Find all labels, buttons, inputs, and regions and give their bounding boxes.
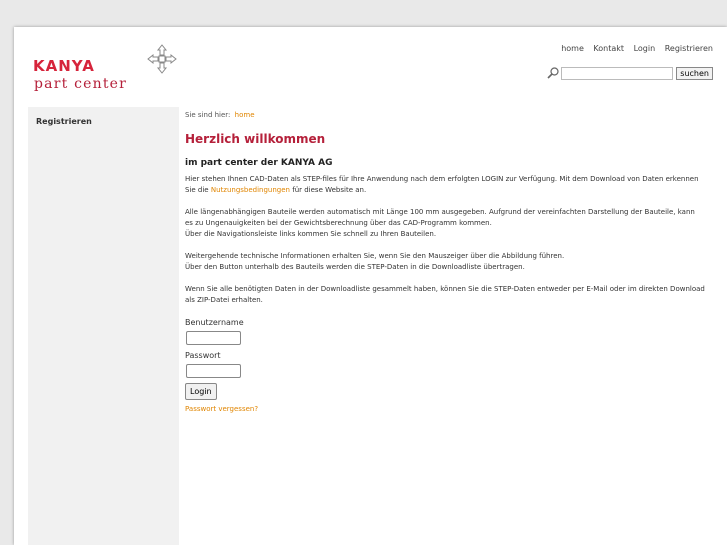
sidebar <box>28 107 179 545</box>
svg-text:KANYA: KANYA <box>33 57 95 73</box>
length-paragraph <box>185 207 705 240</box>
login-form <box>185 317 705 415</box>
breadcrumb-prefix: Sie sind hier: <box>185 111 231 119</box>
breadcrumb-home-link[interactable]: home <box>234 111 255 119</box>
sidebar-item-registrieren[interactable]: Registrieren <box>36 117 92 126</box>
forgot-password-link[interactable]: Passwort vergessen? <box>185 405 259 413</box>
length-text: Alle längenabhängigen Bauteile werden automatisch mit Länge 100 mm ausgegeben. Aufgrund der vereinfachten Darstellung der Bauteile, kann es zu Ungenauigkeiten bei der Gewichtsberechnung über das CAD-Programm kommen. <box>185 208 695 227</box>
mouseover-text: Weitergehende technische Informationen erhalten Sie, wenn Sie den Mauszeiger über die Abbildung führen. <box>185 252 565 260</box>
nav-login[interactable]: Login <box>633 44 656 53</box>
page-title: Herzlich willkommen <box>185 132 326 146</box>
password-field[interactable] <box>186 364 241 378</box>
intro-text-b: für diese Website an. <box>292 186 367 194</box>
kanya-logo[interactable] <box>32 43 182 95</box>
main-content <box>185 110 705 415</box>
intro-text-a: Hier stehen Ihnen CAD-Daten als STEP-files für Ihre Anwendung nach dem erfolgten LOGIN zur Verfügung. Mit dem Download von Daten erkennen Sie die <box>185 175 699 194</box>
download-paragraph: Wenn Sie alle benötigten Daten in der Downloadliste gesammelt haben, können Sie die STEP-Daten entweder per E-Mail oder im direkten Download als ZIP-Datei erhalten. <box>185 285 705 304</box>
page-subtitle: im part center der KANYA AG <box>185 158 333 168</box>
nav-home[interactable]: home <box>561 44 584 53</box>
search-icon <box>546 66 560 80</box>
info-paragraph <box>185 251 705 273</box>
page-container <box>14 27 727 545</box>
nav-kontakt[interactable]: Kontakt <box>593 44 625 53</box>
top-navigation <box>554 44 713 53</box>
search-button[interactable]: suchen <box>676 67 713 80</box>
username-field[interactable] <box>186 331 241 345</box>
nav-registrieren[interactable]: Registrieren <box>664 44 713 53</box>
search-input[interactable] <box>561 67 673 80</box>
kanya-logo-wordmark <box>32 57 144 73</box>
login-button[interactable]: Login <box>185 383 217 400</box>
terms-link[interactable]: Nutzungsbedingungen <box>210 186 290 194</box>
gear-arrows-icon <box>146 43 178 75</box>
password-label: Passwort <box>185 351 221 360</box>
logo-subtitle: part center <box>34 76 128 92</box>
search-bar <box>546 66 713 80</box>
breadcrumb <box>185 110 705 121</box>
button-text: Über den Button unterhalb des Bauteils werden die STEP-Daten in die Downloadliste übertragen. <box>185 263 525 271</box>
intro-paragraph <box>185 174 705 196</box>
username-label: Benutzername <box>185 318 244 327</box>
navigation-text: Über die Navigationsleiste links kommen Sie schnell zu Ihren Bauteilen. <box>185 230 437 238</box>
